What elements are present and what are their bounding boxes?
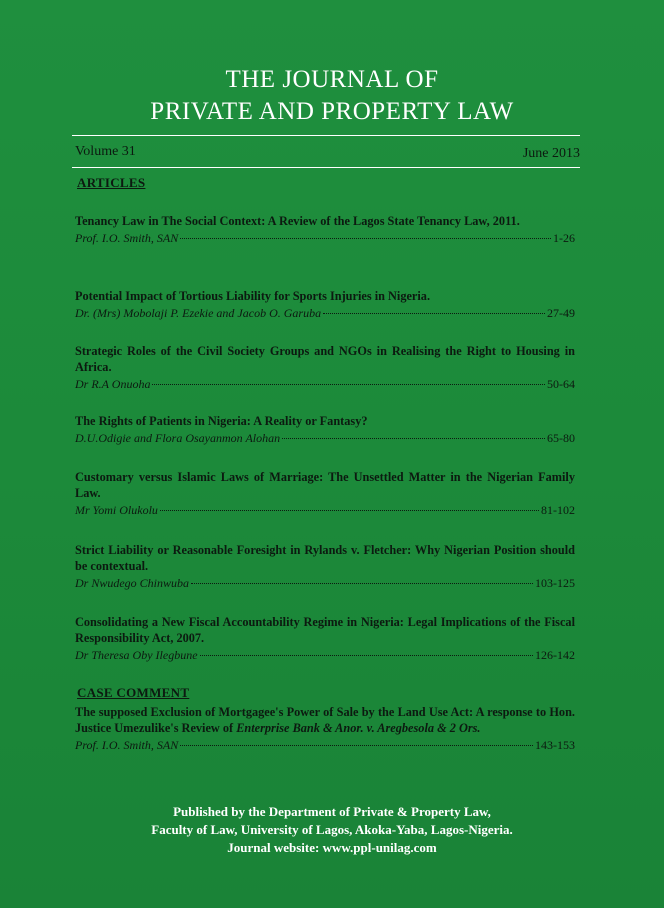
article-pages: 50-64 [547, 377, 575, 391]
article-pages: 126-142 [535, 648, 575, 662]
article-entry [75, 343, 575, 392]
article-pages: 81-102 [541, 503, 575, 517]
article-author: Dr. (Mrs) Mobolaji P. Ezekie and Jacob O. Garuba [75, 306, 322, 320]
dot-leader [160, 510, 539, 511]
article-title: Customary versus Islamic Laws of Marriage: The Unsettled Matter in the Nigerian Family Law. [75, 470, 575, 500]
article-entry [75, 413, 575, 446]
case-comment-title-italic: Enterprise Bank & Anor. v. Aregbesola & 2 Ors. [236, 721, 481, 735]
publisher-footer [0, 803, 664, 857]
publisher-line: Published by the Department of Private & Property Law, [173, 804, 491, 819]
case-comment-title-text: The supposed Exclusion of Mortgagee's Power of Sale by the Land Use Act: A response to Hon. Justice Umezulike's Review of [75, 705, 575, 735]
article-author: Dr R.A Onuoha [75, 377, 151, 391]
article-author: Prof. I.O. Smith, SAN [75, 231, 179, 245]
article-pages: 1-26 [553, 231, 575, 245]
issue-date: June 2013 [522, 146, 580, 161]
article-meta [75, 647, 575, 663]
article-title: The Rights of Patients in Nigeria: A Reality or Fantasy? [75, 414, 368, 428]
article-pages: 103-125 [535, 576, 575, 590]
journal-title-line1: THE JOURNAL OF [225, 66, 439, 93]
faculty-line: Faculty of Law, University of Lagos, Akoka-Yaba, Lagos-Nigeria. [151, 822, 513, 837]
article-meta [75, 305, 575, 321]
dot-leader [180, 745, 533, 746]
article-author: Dr Nwudego Chinwuba [75, 576, 190, 590]
article-author: Dr Theresa Oby Ilegbune [75, 648, 198, 662]
journal-title-line2: PRIVATE AND PROPERTY LAW [150, 98, 514, 125]
dot-leader [152, 384, 545, 385]
article-author: Mr Yomi Olukolu [75, 503, 158, 517]
article-title: Strict Liability or Reasonable Foresight in Rylands v. Fletcher: Why Nigerian Position should be contextual. [75, 543, 575, 573]
dot-leader [180, 238, 551, 239]
top-divider [72, 135, 580, 136]
article-entry [75, 614, 575, 663]
dot-leader [323, 313, 545, 314]
article-meta [75, 376, 575, 392]
article-meta [75, 430, 575, 446]
article-meta [75, 575, 575, 591]
article-meta [75, 502, 575, 518]
articles-heading: ARTICLES [77, 175, 146, 190]
article-title: Tenancy Law in The Social Context: A Review of the Lagos State Tenancy Law, 2011. [75, 214, 520, 228]
article-meta [75, 230, 575, 246]
case-comment-heading: CASE COMMENT [77, 685, 190, 700]
case-comment-pages: 143-153 [535, 738, 575, 752]
article-entry [75, 542, 575, 591]
bottom-divider [72, 167, 580, 168]
case-comment-entry [75, 704, 575, 753]
case-comment-title [75, 704, 575, 736]
article-pages: 27-49 [547, 306, 575, 320]
article-author: D.U.Odigie and Flora Osayanmon Alohan [75, 431, 281, 445]
article-title: Strategic Roles of the Civil Society Groups and NGOs in Realising the Right to Housing in Africa. [75, 344, 575, 374]
website-line: Journal website: www.ppl-unilag.com [227, 840, 437, 855]
article-title: Potential Impact of Tortious Liability for Sports Injuries in Nigeria. [75, 289, 431, 303]
volume-label: Volume 31 [75, 144, 136, 159]
case-comment-meta [75, 737, 575, 753]
dot-leader [282, 438, 545, 439]
case-comment-author: Prof. I.O. Smith, SAN [75, 738, 179, 752]
article-entry [75, 213, 575, 246]
article-title: Consolidating a New Fiscal Accountability Regime in Nigeria: Legal Implications of the Fiscal Responsibility Act, 2007. [75, 615, 575, 645]
article-entry [75, 469, 575, 518]
dot-leader [200, 655, 533, 656]
article-pages: 65-80 [547, 431, 575, 445]
journal-title [0, 64, 664, 128]
article-entry [75, 288, 575, 321]
dot-leader [191, 583, 533, 584]
